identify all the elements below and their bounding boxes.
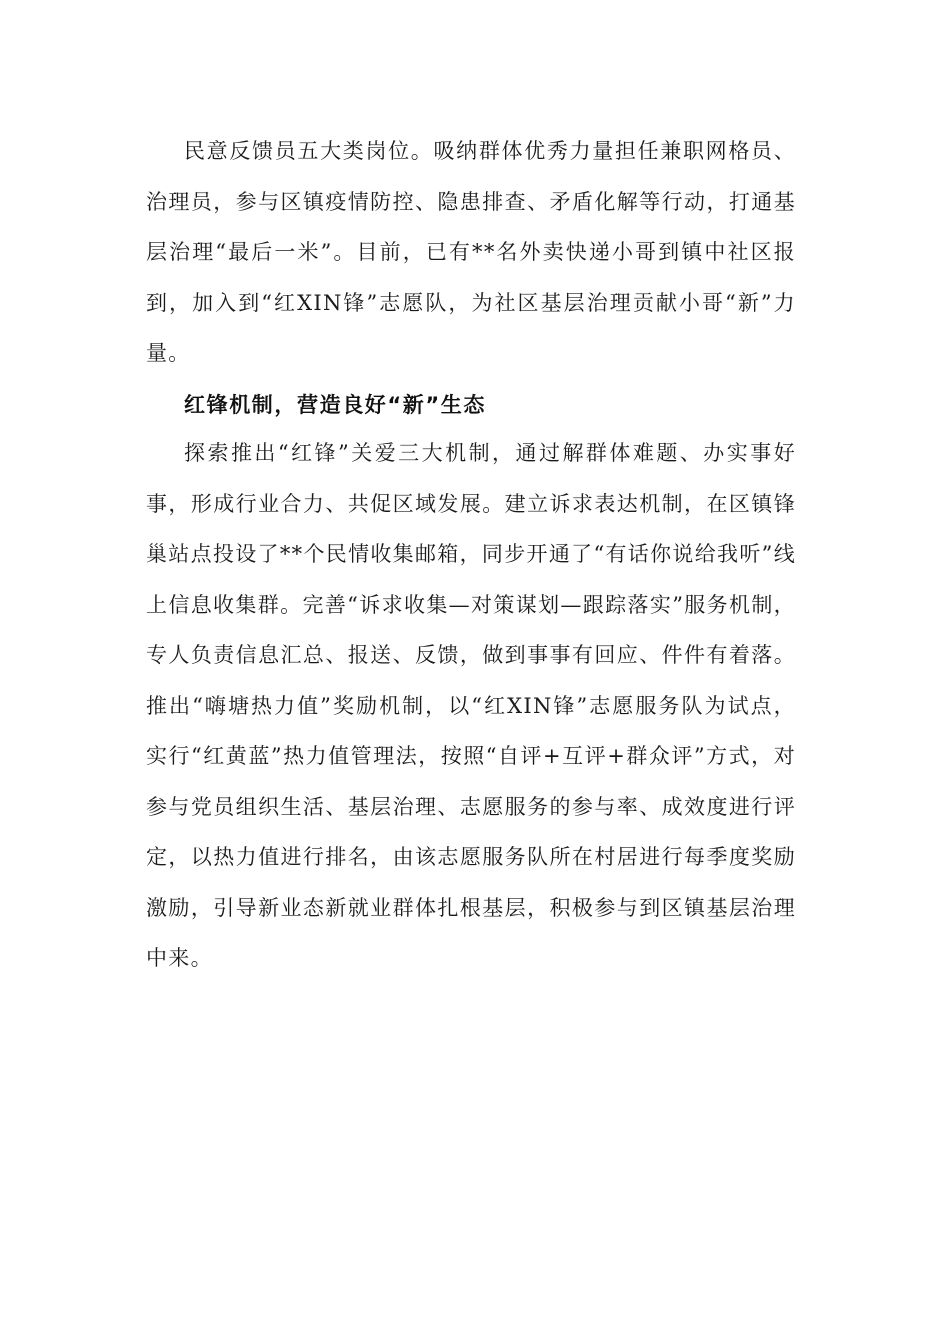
continued-paragraph: 民意反馈员五大类岗位。吸纳群体优秀力量担任兼职网格员、治理员，参与区镇疫情防控、隐患排查、矛盾化解等行动，打通基层治理“最后一米”。目前，已有**名外卖快递小哥到镇中社区报到，加入到“红XIN锋”志愿队，为社区基层治理贡献小哥“新”力量。 <box>146 139 796 365</box>
body-paragraph: 探索推出“红锋”关爱三大机制，通过解群体难题、办实事好事，形成行业合力、共促区域发展。建立诉求表达机制，在区镇锋巢站点投设了**个民情收集邮箱，同步开通了“有话你说给我听”线上信息收集群。完善“诉求收集—对策谋划—跟踪落实”服务机制，专人负责信息汇总、报送、反馈，做到事事有回应、件件有着落。推出“嗨塘热力值”奖励机制，以“红XIN锋”志愿服务队为试点，实行“红黄蓝”热力值管理法，按照“自评+互评+群众评”方式，对参与党员组织生活、基层治理、志愿服务的参与率、成效度进行评定，以热力值进行排名，由该志愿服务队所在村居进行每季度奖励激励，引导新业态新就业群体扎根基层，积极参与到区镇基层治理中来。 <box>146 441 796 970</box>
section-heading: 红锋机制，营造良好“新”生态 <box>184 393 487 417</box>
